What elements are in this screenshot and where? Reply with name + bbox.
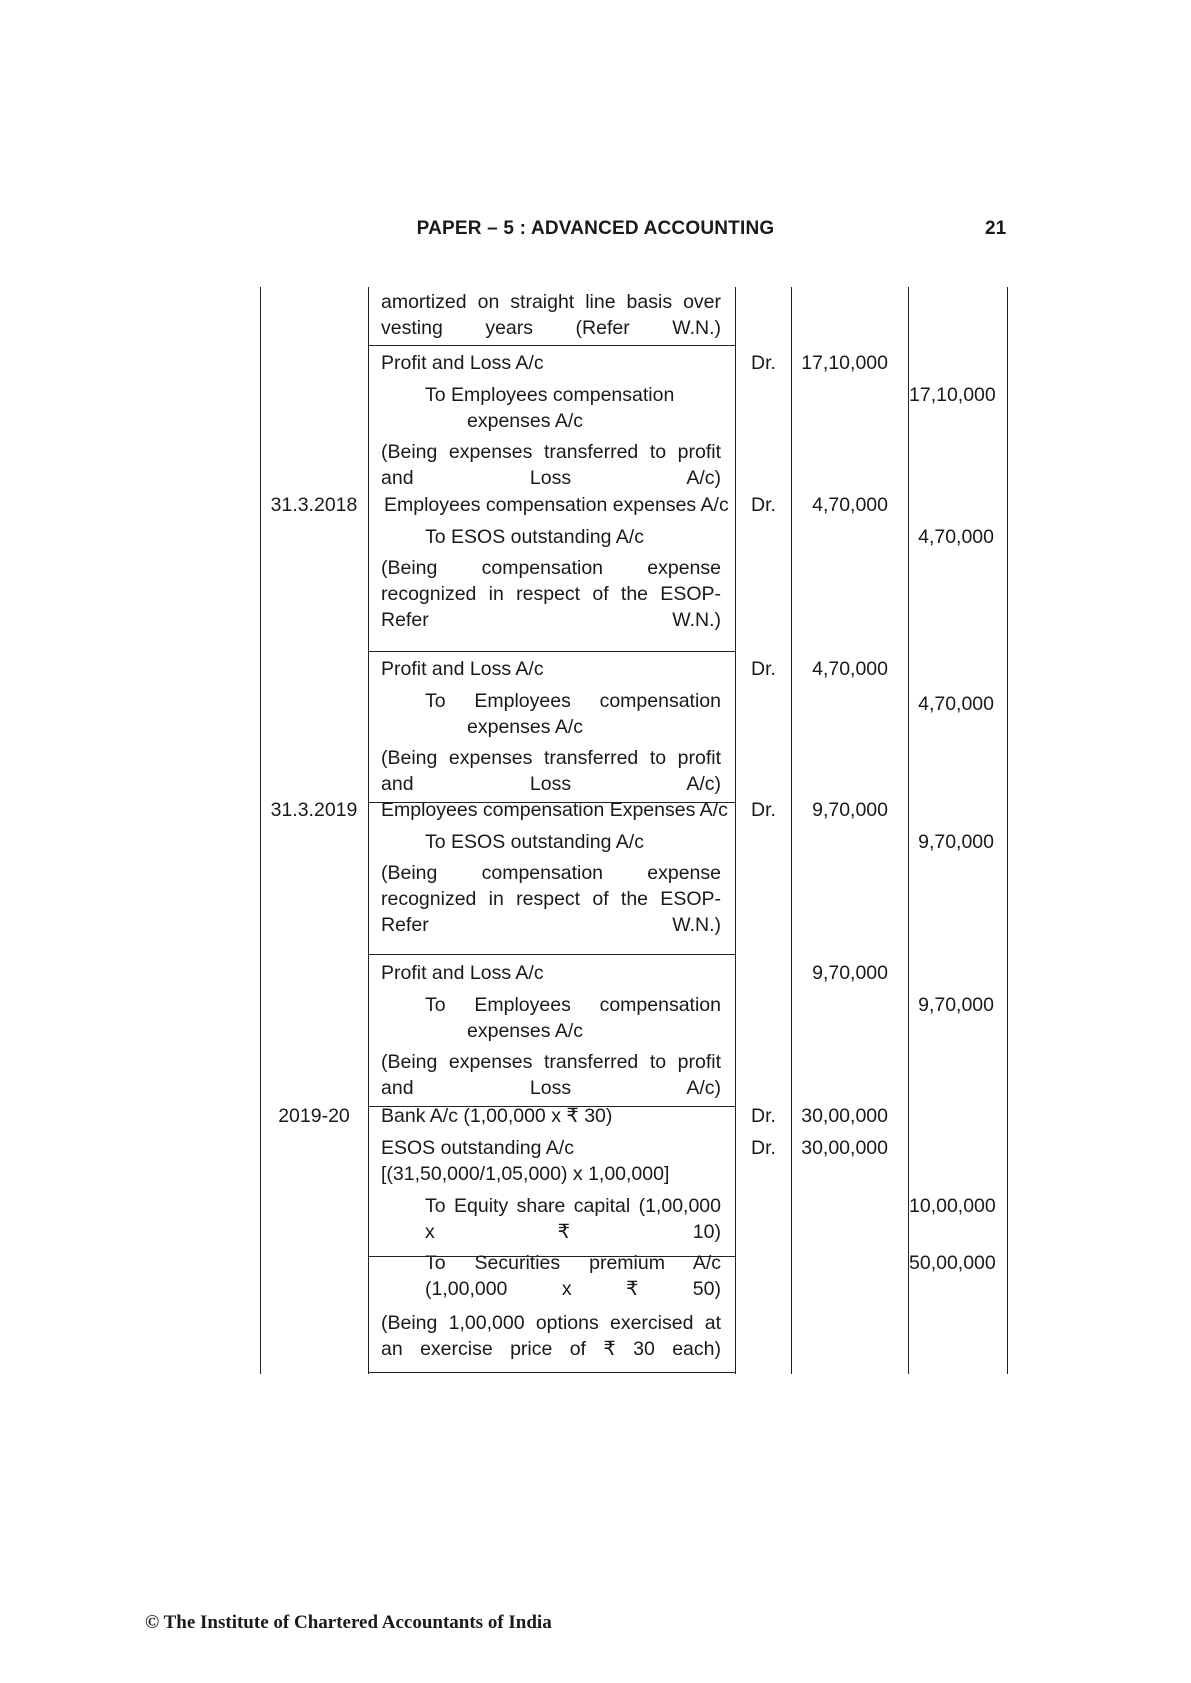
page-number: 21 [985, 218, 1007, 239]
debit-account: Profit and Loss A/c [381, 658, 544, 680]
credit-account-cont: expenses A/c [467, 410, 583, 432]
credit-amount: 4,70,000 [918, 693, 994, 715]
credit-amount: 4,70,000 [918, 526, 994, 548]
debit-amount: 4,70,000 [812, 494, 888, 516]
debit-account: Bank A/c (1,00,000 x ₹ 30) [381, 1105, 613, 1127]
table-rule [791, 287, 792, 1374]
debit-amount: 9,70,000 [812, 799, 888, 821]
debit-amount: 17,10,000 [801, 352, 888, 374]
table-rule [260, 287, 261, 1374]
credit-amount: 9,70,000 [918, 831, 994, 853]
credit-account-cont: expenses A/c [467, 1020, 583, 1042]
entry-date: 31.3.2019 [270, 799, 358, 821]
credit-account: To Employees compensation [425, 690, 721, 712]
credit-account: To Employees compensation [425, 994, 721, 1016]
credit-account: To Employees compensation [425, 384, 675, 406]
dr-marker: Dr. [751, 352, 776, 374]
narration: (Being expenses transferred to profit and Loss A/c) [381, 441, 721, 489]
entry-date: 31.3.2018 [270, 494, 358, 516]
debit-account: Employees compensation Expenses A/c [381, 799, 728, 821]
copyright-footer: © The Institute of Chartered Accountants of India [145, 1612, 552, 1633]
credit-account-cont: expenses A/c [467, 716, 583, 738]
table-rule [368, 287, 369, 1374]
narration: (Being compensation expense recognized in respect of the ESOP-Refer W.N.) [381, 862, 721, 936]
narration: amortized on straight line basis over vesting years (Refer W.N.) [381, 291, 721, 339]
narration: (Being expenses transferred to profit and Loss A/c) [381, 1051, 721, 1099]
dr-marker: Dr. [751, 658, 776, 680]
debit-amount: 30,00,000 [801, 1137, 888, 1159]
dr-marker: Dr. [751, 1137, 776, 1159]
debit-account: ESOS outstanding A/c [381, 1137, 574, 1159]
table-rule [1007, 287, 1008, 1374]
entry-date: 2019-20 [278, 1105, 350, 1127]
debit-account: Employees compensation expenses A/c [384, 494, 729, 516]
credit-account: To Equity share capital (1,00,000 x ₹ 10) [425, 1195, 721, 1243]
dr-marker: Dr. [751, 494, 776, 516]
debit-account: Profit and Loss A/c [381, 962, 544, 984]
narration: (Being compensation expense recognized in respect of the ESOP-Refer W.N.) [381, 557, 721, 631]
journal-entries-table [260, 287, 1009, 1374]
debit-account: Profit and Loss A/c [381, 352, 544, 374]
credit-amount: 50,00,000 [909, 1252, 996, 1274]
dr-marker: Dr. [751, 799, 776, 821]
credit-amount: 9,70,000 [918, 994, 994, 1016]
narration: (Being expenses transferred to profit and Loss A/c) [381, 747, 721, 795]
debit-amount: 9,70,000 [812, 962, 888, 984]
debit-amount: 4,70,000 [812, 658, 888, 680]
credit-account: To ESOS outstanding A/c [425, 526, 644, 548]
dr-marker: Dr. [751, 1105, 776, 1127]
credit-amount: 10,00,000 [909, 1195, 996, 1217]
credit-account: To Securities premium A/c (1,00,000 x ₹ 50) [425, 1252, 721, 1300]
credit-amount: 17,10,000 [909, 384, 996, 406]
debit-amount: 30,00,000 [801, 1105, 888, 1127]
debit-account-cont: [(31,50,000/1,05,000) x 1,00,000] [381, 1163, 670, 1185]
table-rule [735, 287, 736, 1374]
page-title: PAPER – 5 : ADVANCED ACCOUNTING [416, 218, 775, 239]
narration: (Being 1,00,000 options exercised at an exercise price of ₹ 30 each) [381, 1312, 721, 1360]
credit-account: To ESOS outstanding A/c [425, 831, 644, 853]
